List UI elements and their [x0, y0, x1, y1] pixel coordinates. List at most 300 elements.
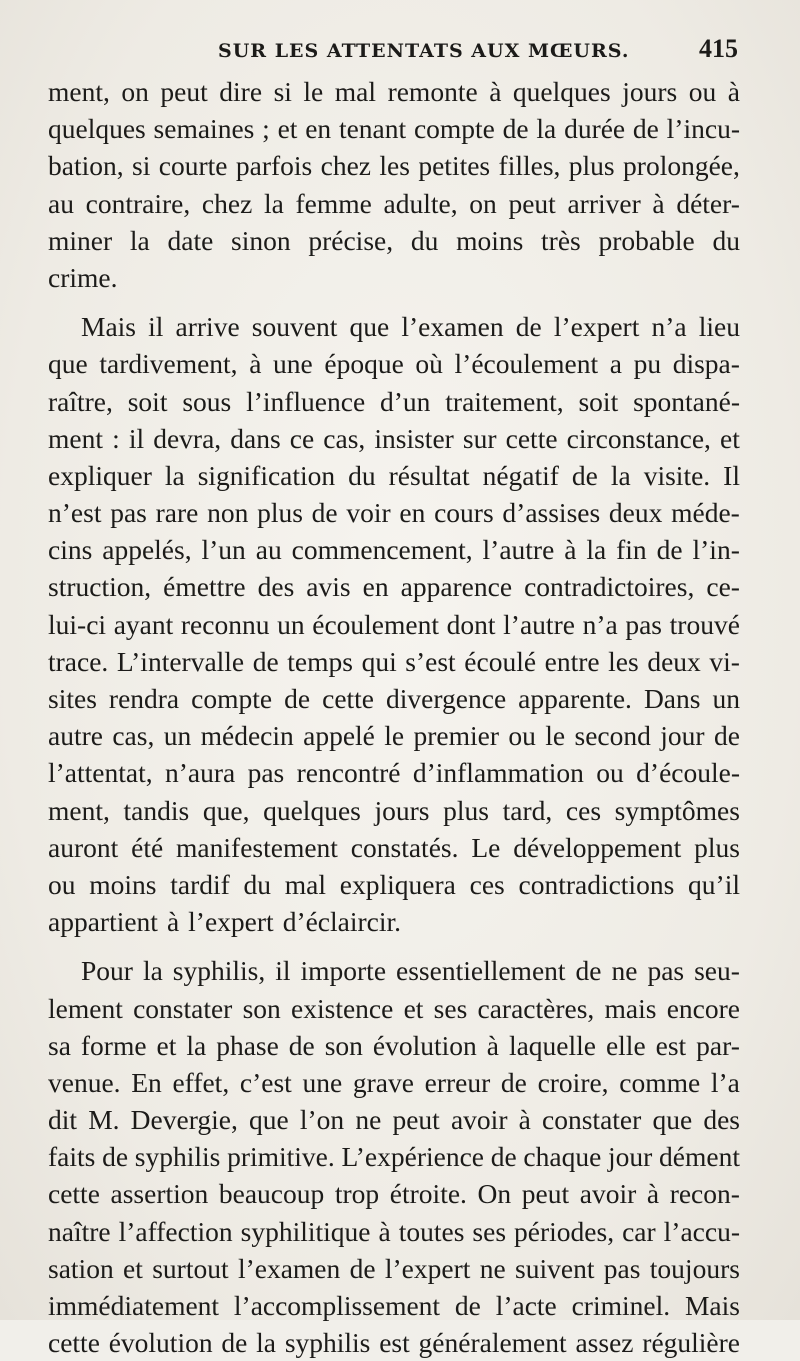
word: son	[242, 992, 281, 1024]
word: moins	[89, 868, 157, 900]
text-line	[48, 903, 740, 940]
word: de	[221, 1327, 248, 1359]
word: du	[243, 868, 272, 900]
word: et	[123, 1252, 143, 1284]
word: le	[303, 76, 324, 107]
text-line	[48, 1138, 740, 1175]
word: Le	[471, 831, 501, 863]
word: du	[410, 224, 439, 256]
word: ces	[469, 868, 505, 900]
word: une	[302, 1066, 343, 1098]
word: rare	[155, 497, 199, 529]
word: sa	[48, 1029, 71, 1061]
word: à	[652, 187, 665, 219]
word: émettre	[163, 571, 246, 603]
word: l’influence	[246, 385, 366, 417]
word: été	[131, 831, 164, 863]
word: sinon	[231, 224, 291, 256]
word: crime.	[48, 261, 118, 293]
word: pas	[625, 608, 663, 640]
word: elle	[605, 1029, 646, 1061]
word: à	[166, 906, 180, 938]
word: cas,	[112, 720, 155, 752]
word: jour	[608, 1141, 653, 1173]
word: que,	[202, 794, 250, 826]
word: un	[712, 683, 740, 714]
word: Il	[723, 459, 740, 491]
text-line	[48, 952, 740, 989]
word: probable	[598, 224, 695, 256]
word: durée	[564, 113, 626, 145]
word: jour	[660, 720, 705, 752]
text-line	[48, 1101, 740, 1138]
text-line	[48, 531, 740, 568]
word: qui	[361, 645, 397, 677]
word: une	[273, 348, 313, 380]
word: il	[128, 422, 145, 454]
word: l’accomplissement	[233, 1290, 441, 1321]
word: caractères,	[477, 992, 595, 1024]
word: Dans	[643, 683, 701, 714]
text-line	[48, 866, 740, 903]
running-title: SUR LES ATTENTATS AUX MŒURS.	[218, 40, 630, 62]
word: petites	[418, 150, 491, 182]
word: sur	[462, 422, 497, 454]
word: laquelle	[508, 1029, 596, 1061]
word: le	[384, 720, 405, 752]
word: plus	[257, 497, 303, 529]
word: erreur	[424, 1066, 491, 1098]
word: la	[142, 955, 163, 987]
word: compte	[413, 113, 495, 145]
word: syphilitique	[240, 1215, 371, 1247]
word: de	[515, 311, 542, 343]
word: jours	[374, 794, 430, 826]
text-line	[48, 680, 740, 717]
text-line	[48, 259, 740, 296]
word: n’est	[48, 497, 102, 529]
word: un	[277, 608, 305, 640]
word: trace.	[48, 645, 109, 677]
word: visite.	[643, 459, 711, 491]
word: ;	[262, 113, 270, 145]
word: syphilis	[134, 1141, 221, 1173]
text-line	[48, 1213, 740, 1250]
word: circonstance,	[566, 422, 711, 454]
word: et	[403, 992, 424, 1024]
word: appartient	[48, 906, 158, 938]
word: que	[48, 348, 88, 380]
text-line	[48, 606, 740, 643]
word: il	[275, 955, 291, 987]
word: autre	[48, 720, 103, 752]
word: quelques	[48, 113, 146, 145]
word: cins	[48, 534, 93, 566]
paragraph-1	[48, 73, 740, 296]
word: n’aura	[164, 757, 236, 789]
word: de	[656, 534, 683, 566]
word: à	[518, 1104, 531, 1136]
word: premier	[413, 720, 500, 752]
word: de	[713, 720, 740, 752]
word: l’examen	[401, 311, 504, 343]
word: soit	[127, 385, 168, 417]
word: dit	[48, 1104, 78, 1136]
word: au	[48, 187, 74, 219]
word: date	[167, 224, 214, 256]
word: évolution	[372, 1029, 477, 1061]
word: dément	[659, 1141, 740, 1173]
word: la	[586, 534, 607, 566]
word: si	[273, 76, 292, 107]
word: immédiatement	[48, 1290, 220, 1321]
word: naître	[48, 1215, 111, 1247]
word: d’assises	[502, 497, 601, 529]
word: cours	[434, 497, 494, 529]
word: chaque	[523, 1141, 602, 1173]
word: l’in-	[692, 534, 740, 566]
word: cette	[48, 1178, 100, 1210]
word: non	[207, 497, 249, 529]
text-line	[48, 1250, 740, 1287]
word: struction,	[48, 571, 152, 603]
word: l’expert	[188, 906, 274, 938]
word: Devergie,	[130, 1104, 238, 1136]
word: toutes	[398, 1215, 465, 1247]
word: auront	[48, 831, 119, 863]
word: rendra	[108, 683, 180, 714]
word: dire	[219, 76, 263, 107]
word: de	[502, 113, 529, 145]
text-line	[48, 222, 740, 259]
word: peut	[508, 187, 556, 219]
word: négatif	[482, 459, 559, 491]
word: par-	[696, 1029, 740, 1061]
word: temps	[287, 645, 353, 677]
paragraph-gap	[48, 296, 740, 308]
word: On	[477, 1178, 512, 1210]
page-number: 415	[699, 34, 738, 63]
text-line	[48, 1287, 740, 1324]
word: fin	[616, 534, 647, 566]
word: que	[652, 1104, 693, 1136]
word: de	[571, 459, 598, 491]
word: l’acte	[495, 1290, 557, 1321]
word: pas	[110, 497, 147, 529]
word: les	[608, 645, 639, 677]
word: bation,	[48, 150, 124, 182]
word: évolution	[108, 1327, 213, 1359]
word: plus	[694, 831, 740, 863]
word: avis	[306, 571, 351, 603]
word: étroite.	[389, 1178, 467, 1210]
word: pas	[647, 955, 685, 987]
text-line	[48, 110, 740, 147]
word: de	[454, 1290, 481, 1321]
word: qu’il	[688, 868, 740, 900]
word: appelés,	[102, 534, 192, 566]
word: n’a	[582, 608, 618, 640]
word: voir	[346, 497, 391, 529]
word: traitement,	[445, 385, 564, 417]
word: l’autre	[482, 534, 555, 566]
word: comme	[619, 1066, 701, 1098]
word: cas,	[323, 422, 366, 454]
word: son	[324, 1029, 363, 1061]
word: car	[622, 1215, 656, 1247]
word: faits	[48, 1141, 96, 1173]
word: ayant	[113, 608, 174, 640]
word: signification	[197, 459, 336, 491]
text-line	[48, 1175, 740, 1212]
word: moins	[456, 224, 524, 256]
word: forme	[80, 1029, 147, 1061]
word: Pour	[81, 955, 133, 987]
word: ce	[289, 422, 315, 454]
word: à	[727, 76, 740, 107]
word: compte	[191, 683, 273, 714]
word: la	[186, 1029, 207, 1061]
word: contradictions	[518, 868, 675, 900]
word: surtout	[152, 1252, 229, 1284]
text-line	[48, 308, 740, 345]
word: tandis	[123, 794, 190, 826]
word: peut	[160, 76, 208, 107]
word: est	[379, 1327, 410, 1359]
word: s’est	[405, 645, 456, 677]
word: essentiellement	[396, 955, 566, 987]
word: ou	[48, 868, 76, 900]
word: de	[500, 1066, 527, 1098]
word: :	[112, 422, 120, 454]
word: L’intervalle	[116, 645, 245, 677]
word: sites	[48, 683, 97, 714]
word: dispa-	[672, 348, 740, 380]
word: En	[131, 1066, 162, 1098]
word: pas	[603, 1252, 641, 1284]
word: syphilis,	[172, 955, 266, 987]
word: filles,	[498, 150, 561, 182]
word: existence	[291, 992, 394, 1024]
word: ces	[565, 794, 602, 826]
word: l’un	[201, 534, 246, 566]
word: la	[263, 187, 284, 219]
word: peut	[521, 1178, 570, 1210]
word: venue.	[48, 1066, 121, 1098]
word: remonte	[387, 76, 478, 107]
word: est	[655, 1029, 687, 1061]
word: l’examen	[237, 1252, 341, 1284]
word: cette	[505, 422, 558, 454]
word: à	[489, 76, 502, 107]
word: croire,	[537, 1066, 609, 1098]
word: de	[349, 1252, 376, 1284]
text-line	[48, 457, 740, 494]
word: primitive.	[227, 1141, 335, 1173]
word: tardivement,	[99, 348, 238, 380]
word: l’attentat,	[48, 757, 153, 789]
word: avoir	[450, 1104, 508, 1136]
word: recon-	[669, 1178, 740, 1210]
word: femme	[295, 187, 372, 219]
word: la	[610, 459, 631, 491]
word: deux	[647, 645, 701, 677]
word: assertion	[110, 1178, 209, 1210]
word: des	[703, 1104, 740, 1136]
word: résultat	[388, 459, 470, 491]
word: trop	[334, 1178, 380, 1210]
word: à	[378, 1215, 391, 1247]
word: jours	[622, 76, 678, 107]
word: l’expert	[384, 1252, 471, 1284]
word: l’expert	[553, 311, 640, 343]
word: ment	[48, 422, 103, 454]
word: très	[541, 224, 581, 256]
word: Mais	[81, 311, 136, 343]
word: beaucoup	[218, 1178, 325, 1210]
text-line	[48, 990, 740, 1027]
word: criminel.	[571, 1290, 671, 1321]
word: semaines	[153, 113, 255, 145]
word: tard,	[502, 794, 553, 826]
word: les	[379, 150, 410, 182]
word: l’écoulement	[454, 348, 599, 380]
word: en	[362, 571, 389, 603]
word: sation	[48, 1252, 114, 1284]
word: du	[348, 459, 376, 491]
word: contradictoires,	[524, 571, 695, 603]
word: avoir	[579, 1178, 637, 1210]
word: au	[255, 534, 282, 566]
word: périodes,	[514, 1215, 615, 1247]
word: l’accu-	[663, 1215, 740, 1247]
text-line	[48, 568, 740, 605]
word: apparente.	[518, 683, 632, 714]
word: d’inflammation	[412, 757, 584, 789]
word: reconnu	[180, 608, 270, 640]
word: précise,	[308, 224, 394, 256]
word: expliquera	[339, 868, 456, 900]
word: plus	[568, 150, 615, 182]
word: et	[277, 113, 298, 145]
word: mal	[284, 868, 327, 900]
text-line	[48, 717, 740, 754]
text-line	[48, 420, 740, 457]
running-head	[48, 34, 740, 72]
word: lement	[48, 992, 123, 1024]
word: pas	[247, 757, 285, 789]
word: on	[469, 187, 497, 219]
word: chez	[320, 150, 371, 182]
word: courte	[158, 150, 228, 182]
word: quelques	[512, 76, 611, 107]
text-line	[48, 345, 740, 382]
word: sous	[182, 385, 232, 417]
word: de	[288, 1029, 315, 1061]
word: ne	[611, 955, 638, 987]
word: à	[564, 534, 577, 566]
text-line	[48, 829, 740, 866]
text-line	[48, 185, 740, 222]
word: symptômes	[614, 794, 740, 826]
word: entre	[544, 645, 600, 677]
word: l’a	[710, 1066, 740, 1098]
word: ou	[688, 76, 717, 107]
word: lui-ci	[48, 608, 107, 640]
word: n’a	[651, 311, 687, 343]
word: c’est	[239, 1066, 292, 1098]
word: tardif	[170, 868, 230, 900]
word: effet,	[172, 1066, 230, 1098]
word: l’on	[299, 1104, 345, 1136]
word: si	[132, 150, 151, 182]
word: quelques	[263, 794, 361, 826]
word: ou	[508, 720, 536, 752]
word: généralement	[418, 1327, 567, 1359]
word: adulte,	[383, 187, 458, 219]
word: l’autre	[503, 608, 575, 640]
word: à	[249, 348, 262, 380]
word: phase	[216, 1029, 279, 1061]
text-line	[48, 1324, 740, 1361]
word: manifestement	[176, 831, 338, 863]
paragraph-2	[48, 308, 740, 940]
word: en	[399, 497, 426, 529]
word: raître,	[48, 385, 113, 417]
word: cette	[48, 1327, 100, 1359]
word: plus	[443, 794, 489, 826]
word: trouvé	[669, 608, 740, 640]
word: lieu	[698, 311, 740, 343]
word: grave	[352, 1066, 414, 1098]
word: l’affection	[118, 1215, 233, 1247]
word: constater	[542, 1104, 642, 1136]
word: ment,	[48, 76, 110, 107]
word: de	[252, 645, 279, 677]
text-line	[48, 73, 740, 110]
word: contraire,	[85, 187, 191, 219]
word: que	[248, 1104, 289, 1136]
text-line	[48, 1064, 740, 1101]
word: seu-	[694, 955, 740, 987]
word: à	[646, 1178, 660, 1210]
word: et	[720, 422, 740, 454]
word: écoulement	[312, 608, 439, 640]
word: apparence	[400, 571, 513, 603]
word: vi-	[709, 645, 740, 677]
word: second	[574, 720, 651, 752]
word: tenant	[338, 113, 407, 145]
text-line	[48, 792, 740, 829]
word: de	[490, 1141, 517, 1173]
word: ses	[472, 1215, 507, 1247]
text-line	[48, 643, 740, 680]
word: le	[545, 720, 566, 752]
word: d’écoule-	[636, 757, 740, 789]
word: constatés.	[350, 831, 459, 863]
word: expliquer	[48, 459, 152, 491]
word: ne	[479, 1252, 506, 1284]
word: la	[536, 113, 557, 145]
word: des	[257, 571, 295, 603]
word: d’éclaircir.	[282, 906, 402, 938]
paragraph-container	[48, 73, 740, 1361]
text-line	[48, 1027, 740, 1064]
word: arriver	[567, 187, 641, 219]
word: mais	[604, 992, 657, 1024]
word: constater	[133, 992, 233, 1024]
word: à	[486, 1029, 499, 1061]
